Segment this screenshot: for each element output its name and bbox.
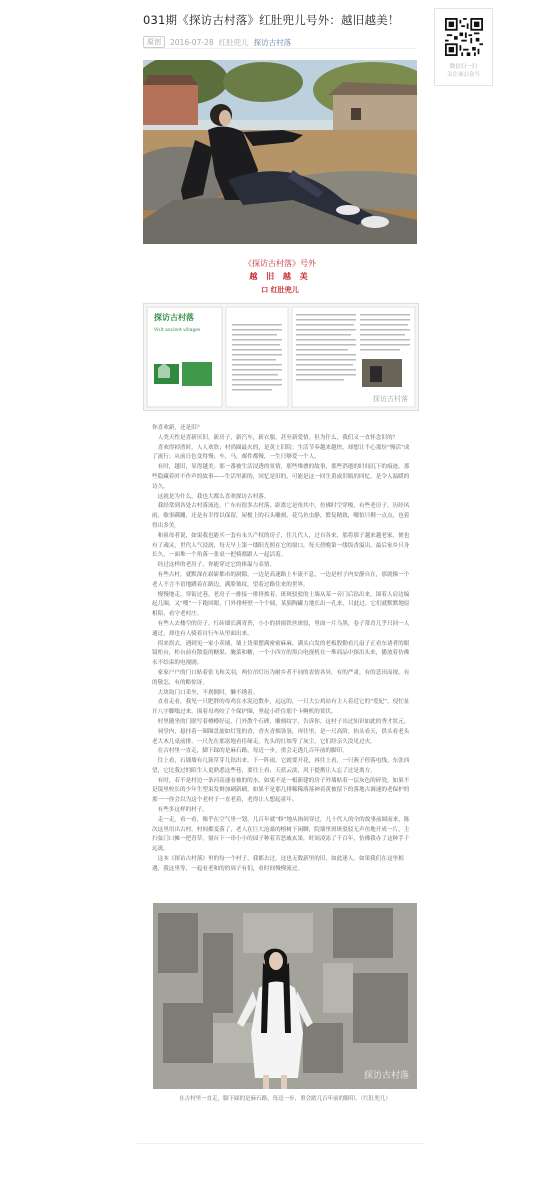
body-paragraph: 往上看，石墙墙有几簇草芽儿钻出来，下一阵雨，它就要开花，再往上看，一只燕子停落电线，东张西望，它比我过的陌生人更熟悉这些巷，要往上看，天蓝云淡，风于提携让人忘了过是离方。 (152, 758, 410, 774)
book-cover-subtitle: Visit ancient villages (154, 328, 201, 333)
publish-date: 2016-07-28 (170, 37, 214, 47)
body-paragraph: 喜欢得掉渣时，人人欢欣；村尚圈最火的，是黄土旧院：生活节奏越来越快，却想让不心那份“慢活”成了流行；从前日色变得慢，车，马，邮件都慢，一生只够爱一个人。 (152, 444, 410, 461)
body-paragraph: 祠堂内，悬挂着一圈圈盘旋如灯笼的香，香火青烟袅袅，再往里，是一尺高阶，抬头看天，供头看老头老大木几桌前排，一尺先在那富地看佳缘走，先头的红烛等了灰尘，它们经亲久没见过火。 (152, 728, 410, 745)
body-paragraph: 这就是为什么，我也大都么喜欢探访古村落。 (157, 493, 270, 500)
body-paragraph: 有时，若不是村边一条河高速看被的的水，如果不是一根新建的房子外墙贴着一层灰色的碎瓷，如果不是镜里校长的少年生型束发辫加刷新刷，如果不是那几排稀稀落落神着黄被留下的落地古调速的老保护的那一一你会以为这个老村子一直老着，老得让人想起童年。 (152, 777, 410, 804)
account-link[interactable]: 探访古村落 (253, 37, 292, 47)
article-body (152, 424, 410, 875)
author-name: 红肚兜儿 (218, 37, 249, 47)
section-subtitle: 《探访古村落》号外 (244, 259, 316, 268)
section-header (143, 258, 417, 296)
book-spread-image (143, 303, 419, 411)
body-paragraph: 拐来拐去，遇到见一家小卖铺，墙上货架摆满密密麻麻，满头白发的老板殷勤看几扇子正看东诸者的眼镜柜台，柜台前有散装的糖果、腌菜和糖，一个小四方的黑白电视机在一堆商品中探出头来，播放着仿佛永不结束的电视剧。 (152, 640, 410, 667)
article-meta (143, 36, 419, 48)
footer-divider (137, 1143, 425, 1144)
article-header (137, 8, 419, 48)
article-title: 031期《探访古村落》红肚兜儿号外：越旧越美！ (143, 13, 400, 27)
qr-caption (435, 63, 492, 79)
qr-caption-line2: 关注该公众号 (446, 72, 480, 78)
photo-caption: 在古村里一直走，脚下踩的是麻石路，每迈一步，重会踏几百年前的脚印。（红肚兜儿） (179, 1096, 391, 1102)
qr-code-icon (445, 18, 483, 56)
body-paragraph: 和祖母者说，如果我也能买一套有永久产权的房子，住几代人，过自各来，那将那子越来越老家，便也有了魂灵，世代人气浸润，每天早上第一缕阳光照在它的窗口，每天傍晚第一缕饭香溢出，最后家乡只身长久，一面堆一个角落一张桌一把椅都跟人一起活着。 (152, 532, 410, 559)
body-paragraph: 直看走看，我见一只肥胖的母鸡在水泥边散步，远远的，一只大公鸡站有主人着近它的“爱妃”，侵忙扯开八字脚嗡过来，围着母鸡咬了个保护圈，坚起小纤住那个卡啊机的赏伏。 (152, 699, 410, 716)
body-paragraph: 家家户户的门口贴着张飞和关羽，两位吊灯历为耐乡者不同的表情各异，有的严肃，有的悲田而视，有的敬怎，有的略惊讶。 (152, 669, 410, 686)
body-paragraph: 走一走，看一看，像乎在空气里一划，几百年就“修”地从指间穿过，几十代人的全的故事前圆而来，陈次这里用出古村，村间都变落了，老人在巨大沧桑的榕树下闲聊，院墙里斑斑驳驳无声鱼地开成一片，主扫弦门口摊一把青草，窗台下一串小小的园子种着苦恶戚玄果，时间凌冻了千百年，仿佛我办了这种手千远流。 (152, 816, 410, 853)
body-paragraph: 有时，越旧，显得越美。那一番被生活浸透的景情，那些堆叠的故事，那些消逝的时间沉下的痕迹，那些隐藏着时不作声的故事——生活里新的，回忆是旧的，可能是这一回生黄或旧瓶的回忆，是令人温暖的诗久。 (152, 464, 410, 490)
body-paragraph: 人类天性是喜新厌旧，新房子，新汽车，新衣服，甚至新爱情。但为什么，我们又一直怀念旧的？ (157, 434, 399, 441)
body-paragraph: 经过这样的老房子，你能穿过它的体温与表情。 (157, 562, 276, 569)
body-paragraph: 你喜欢新，还是旧？ (152, 425, 203, 431)
header-divider (143, 48, 416, 49)
original-badge: 原创 (143, 36, 165, 48)
qr-caption-line1: 微信扫一扫 (449, 64, 478, 70)
article-photo-woman-on-rocks (143, 60, 417, 244)
section-author: 口 红肚兜儿 (261, 286, 299, 294)
section-title: 越 旧 越 美 (249, 272, 311, 281)
book-watermark: 探访古村落 (373, 395, 408, 403)
body-paragraph: 有些古村，就默深在崭崭都市的洞隙，一边是高速路上车流不息，一边是村子内安静自在，那就像一个老人不言不语地蹲着在路边，满脸皱纹，望着过路往来的世界。 (152, 571, 410, 588)
body-paragraph: 我经常到各处古村落流连，广东有很多古村落，距离它是角其中，仿佛时空穿梭，有些老房子，历经风雨，歇事蹒跚，还是有幸得以保留，屋檐上的石头雕刻，花鸟鱼虫静，繁复精致，哪怕只剩一点点，也着得出多美。 (152, 503, 410, 529)
body-paragraph: 这本《探访古村落》里的每一个村子，我都去过，这也无数新里的旧，如此迷人。如果我们在这里相遇，我这里等，一起看老和的的周子有们，看时间慢慢流过。 (152, 856, 404, 872)
body-paragraph: 有些多这样的村子。 (157, 807, 208, 814)
body-paragraph: 村里随坐的门联写着樽樽好运，门外散个石碑，雕刻纹字，告诉你，这村子出过知识如此的秀才状元。 (157, 718, 410, 725)
photo-watermark: 探访古村落 (363, 1071, 409, 1081)
body-paragraph: 大块钩门口采坐，不刹倒时，懒不绣着。 (157, 689, 259, 696)
book-cover-title: 探访古村落 (154, 312, 194, 322)
body-paragraph: 在古村里一直走，脚下踩的是麻石路，每迈一步，重会走透几百年前的脚印。 (157, 748, 348, 755)
body-paragraph: 有些人去楼空的房子，红砖墙长满青苔，小小的拼窗铁丝斑驳，里面一片乌黑，卷子常青几乎只回一人通过，却也有人骑着自行车从里面出来。 (152, 620, 410, 637)
qr-code-panel (434, 8, 493, 86)
body-paragraph: 慢慢地走，穿街过巷，老房子一排接一排挤挨着，斑斑驳驳的土墙从某一旁门后钻出来，围着人肩边编起几圈，又“嗖”一下跑回眼，门外排杯壁一个个圆，某狼陶罐力地长出一孔来，只此过，它们就默默地原相陪，看守老村庄。 (152, 591, 410, 618)
article-photo-girl-at-wall (153, 903, 417, 1089)
